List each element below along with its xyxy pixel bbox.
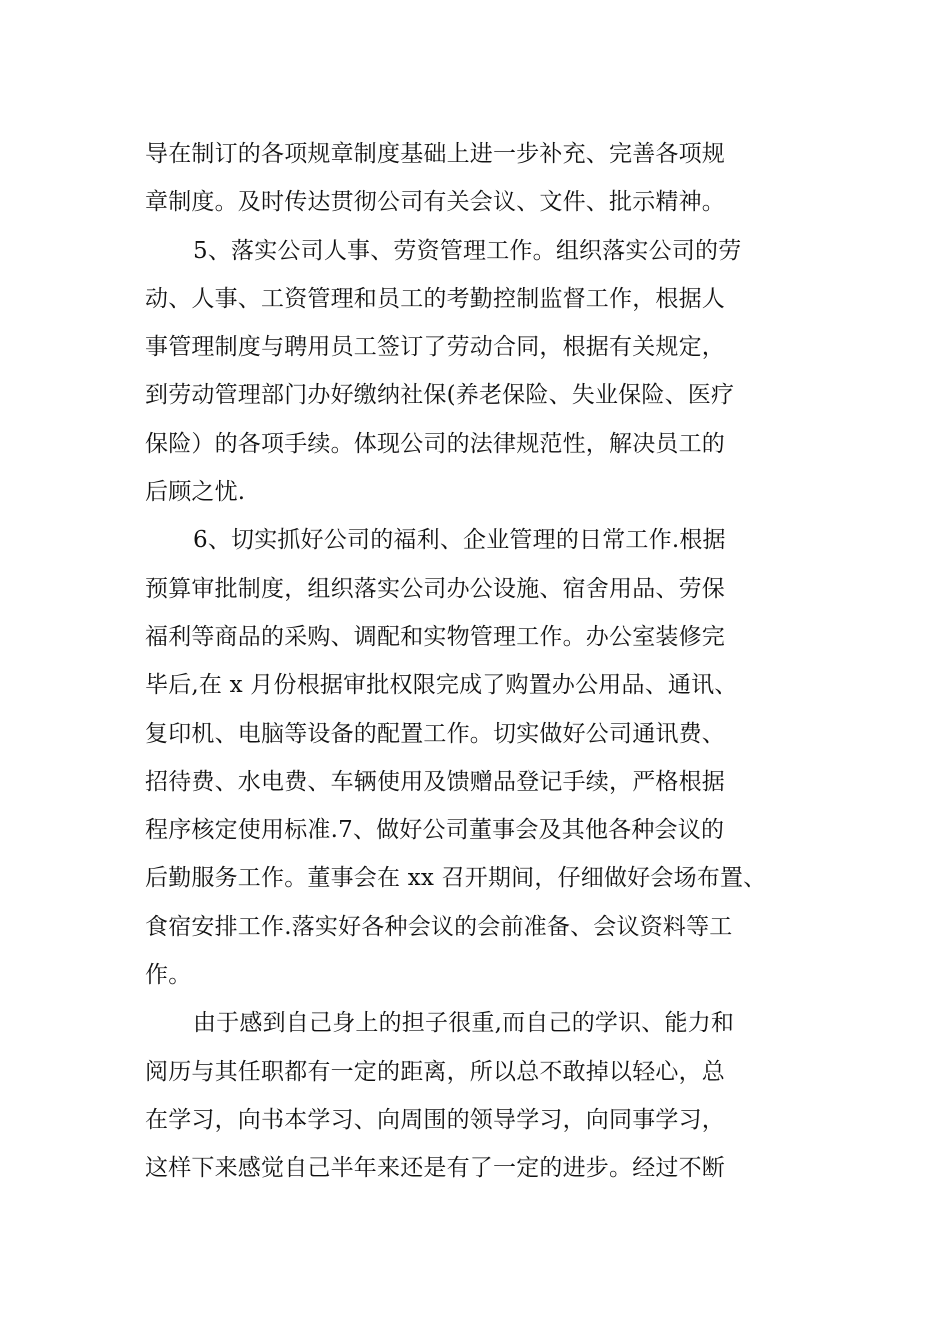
text-line: 章制度。及时传达贯彻公司有关会议、文件、批示精神。 <box>145 189 725 216</box>
text-line: 预算审批制度，组织落实公司办公设施、宿舍用品、劳保 <box>145 575 725 602</box>
text-line: 导在制订的各项规章制度基础上进一步补充、完善各项规 <box>145 141 725 167</box>
text-line: 6、切实抓好公司的福利、企业管理的日常工作.根据 <box>193 527 726 554</box>
text-line: 这样下来感觉自己半年来还是有了一定的进步。经过不断 <box>145 1155 725 1182</box>
text-line: 后勤服务工作。董事会在 xx 召开期间，仔细做好会场布置、 <box>145 865 767 892</box>
text-line: 动、人事、工资管理和员工的考勤控制监督工作，根据人 <box>145 285 725 312</box>
text-line: 福利等商品的采购、调配和实物管理工作。办公室装修完 <box>145 623 725 650</box>
text-line: 在学习，向书本学习、向周围的领导学习，向同事学习， <box>145 1106 725 1133</box>
text-line: 5、落实公司人事、劳资管理工作。组织落实公司的劳 <box>193 237 742 264</box>
text-line: 到劳动管理部门办好缴纳社保(养老保险、失业保险、医疗 <box>145 382 735 409</box>
text-line: 招待费、水电费、车辆使用及馈赠品登记手续，严格根据 <box>145 768 725 795</box>
text-line: 保险）的各项手续。体现公司的法律规范性，解决员工的 <box>145 430 725 457</box>
text-line: 复印机、电脑等设备的配置工作。切实做好公司通讯费、 <box>145 720 725 747</box>
text-line: 作。 <box>145 962 192 989</box>
text-line: 毕后,在 x 月份根据审批权限完成了购置办公用品、通讯、 <box>145 672 738 699</box>
text-line: 食宿安排工作.落实好各种会议的会前准备、会议资料等工 <box>145 913 733 940</box>
body-text <box>145 130 825 1193</box>
text-line: 后顾之忧. <box>145 479 246 506</box>
text-line: 事管理制度与聘用员工签订了劳动合同，根据有关规定， <box>145 334 725 361</box>
text-line: 程序核定使用标准.7、做好公司董事会及其他各种会议的 <box>145 817 725 844</box>
text-line: 由于感到自己身上的担子很重,而自己的学识、能力和 <box>193 1010 735 1037</box>
text-line: 阅历与其任职都有一定的距离，所以总不敢掉以轻心，总 <box>145 1058 725 1085</box>
